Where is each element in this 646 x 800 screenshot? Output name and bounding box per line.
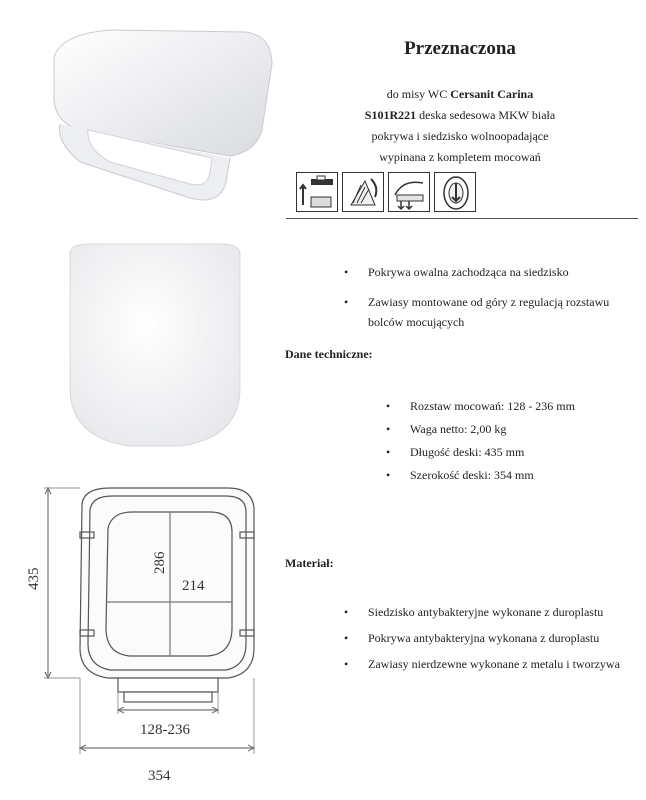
antibacterial-seat-icon (434, 172, 476, 212)
intro-line3: pokrywa i siedzisko wolnoopadające (371, 129, 549, 143)
seat-open-photo (40, 12, 280, 212)
wrench-mount-icon (296, 172, 338, 212)
material-heading: Materiał: (285, 556, 334, 570)
product-intro (310, 84, 610, 168)
dimension-128-236-label: 128-236 (140, 722, 190, 738)
list-item: • Pokrywa antybakteryjna wykonana z duroplastu (344, 628, 634, 648)
intro-line4: wypinana z kompletem mocowań (379, 150, 541, 164)
soft-close-icon (342, 172, 384, 212)
list-item: • Pokrywa owalna zachodząca na siedzisko (344, 262, 634, 282)
dimension-286-label: 286 (152, 551, 168, 574)
dimension-214-label: 214 (182, 578, 205, 594)
list-item: • Długość deski: 435 mm (386, 442, 626, 462)
list-item: • Zawiasy nierdzewne wykonane z metalu i tworzywa (344, 654, 634, 674)
technical-heading: Dane techniczne: (285, 347, 373, 361)
technical-list (386, 396, 626, 488)
intro-product-code: S101R221 (364, 108, 417, 122)
list-item: • Waga netto: 2,00 kg (386, 419, 626, 439)
technical-drawing (0, 478, 285, 800)
intro-model-name: Cersanit Carina (450, 87, 534, 101)
section-divider (286, 218, 638, 219)
list-item: • Siedzisko antybakteryjne wykonane z duroplastu (344, 602, 634, 622)
material-list (344, 602, 634, 680)
intro-description: deska sedesowa MKW biała (416, 108, 556, 122)
dimension-435-label: 435 (26, 567, 42, 590)
list-item: • Zawiasy montowane od góry z regulacją rozstawu bolców mocujących (344, 292, 634, 332)
page-title: Przeznaczona (404, 38, 516, 59)
feature-icons (296, 172, 476, 212)
quick-release-icon (388, 172, 430, 212)
list-item: • Szerokość deski: 354 mm (386, 465, 626, 485)
dimension-354-label: 354 (148, 768, 171, 784)
features-list (344, 262, 634, 342)
list-item: • Rozstaw mocowań: 128 - 236 mm (386, 396, 626, 416)
intro-prefix: do misy WC (386, 87, 451, 101)
lid-top-view-photo (60, 238, 250, 458)
